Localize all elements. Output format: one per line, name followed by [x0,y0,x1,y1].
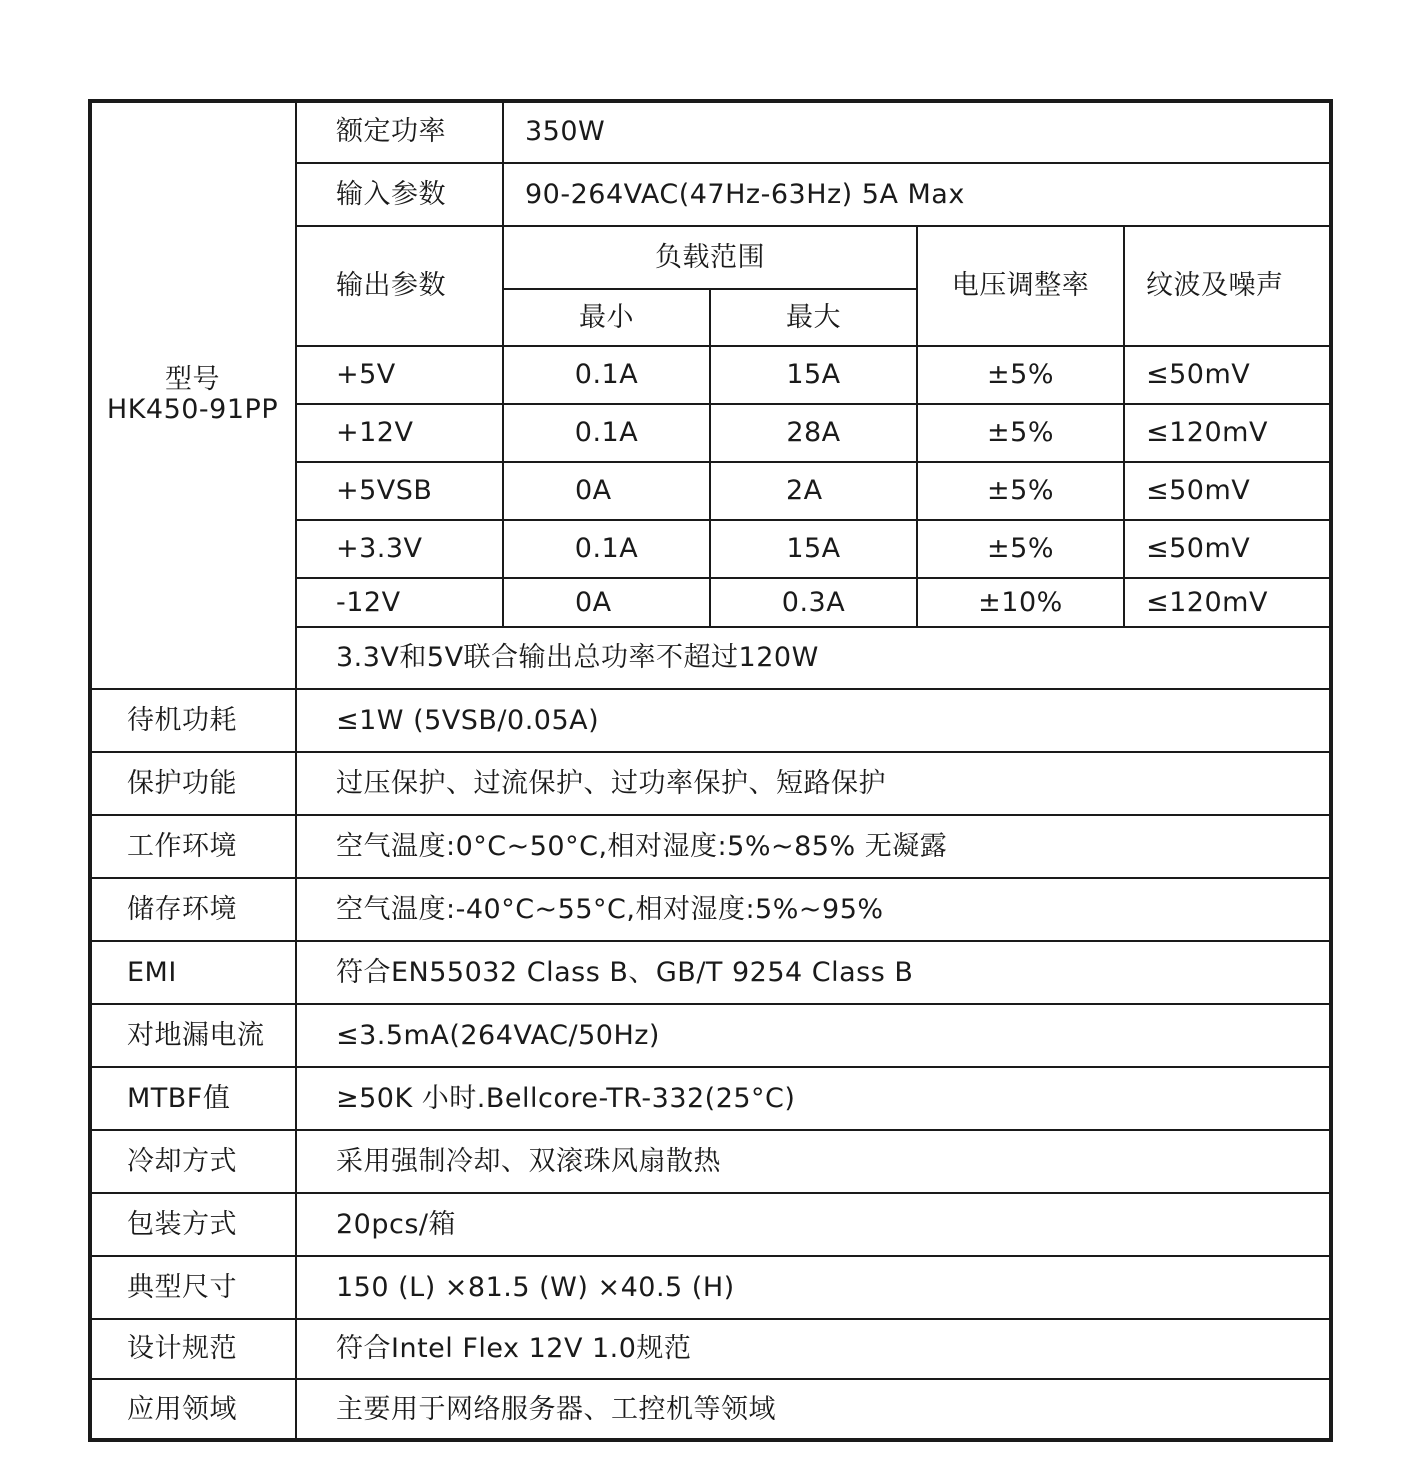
output-ripple: ≤120mV [1123,577,1333,628]
output-ripple: ≤120mV [1123,403,1333,463]
spec-value: ≤1W (5VSB/0.05A) [295,688,1333,753]
spec-value: 过压保护、过流保护、过功率保护、短路保护 [295,751,1333,816]
min-header: 最小 [502,288,711,347]
spec-label: MTBF值 [88,1066,297,1131]
spec-table [88,99,1333,1442]
spec-label: 冷却方式 [88,1129,297,1194]
input-label: 输入参数 [295,162,504,227]
output-note: 3.3V和5V联合输出总功率不超过120W [295,626,1333,690]
model-label: 型号 [165,363,220,395]
output-min: 0.1A [502,345,711,405]
output-regulation: ±10% [916,577,1125,628]
output-regulation: ±5% [916,519,1125,579]
spec-label: 典型尺寸 [88,1255,297,1320]
input-value: 90-264VAC(47Hz-63Hz) 5A Max [502,162,1333,227]
output-min: 0A [502,461,711,521]
spec-label: 待机功耗 [88,688,297,753]
spec-value: 空气温度:-40°C~55°C,相对湿度:5%~95% [295,877,1333,942]
spec-label: EMI [88,940,297,1005]
spec-value: 空气温度:0°C~50°C,相对湿度:5%~85% 无凝露 [295,814,1333,879]
output-max: 0.3A [709,577,918,628]
load-range-header: 负载范围 [502,225,918,290]
spec-value: 符合EN55032 Class B、GB/T 9254 Class B [295,940,1333,1005]
output-max: 28A [709,403,918,463]
spec-label: 设计规范 [88,1318,297,1380]
spec-label: 工作环境 [88,814,297,879]
output-rail: +5VSB [295,461,504,521]
output-max: 15A [709,519,918,579]
spec-value: 主要用于网络服务器、工控机等领域 [295,1378,1333,1442]
max-header: 最大 [709,288,918,347]
rated-power-value: 350W [502,99,1333,164]
spec-value: 符合Intel Flex 12V 1.0规范 [295,1318,1333,1380]
spec-value: ≥50K 小时.Bellcore-TR-332(25°C) [295,1066,1333,1131]
output-regulation: ±5% [916,403,1125,463]
spec-value: ≤3.5mA(264VAC/50Hz) [295,1003,1333,1068]
spec-label: 应用领域 [88,1378,297,1442]
output-max: 15A [709,345,918,405]
output-rail: +5V [295,345,504,405]
rated-power-label: 额定功率 [295,99,504,164]
spec-label: 储存环境 [88,877,297,942]
output-ripple: ≤50mV [1123,461,1333,521]
output-ripple: ≤50mV [1123,345,1333,405]
output-min: 0A [502,577,711,628]
output-label: 输出参数 [295,225,504,347]
model-name: HK450-91PP [106,393,279,425]
output-regulation: ±5% [916,461,1125,521]
output-max: 2A [709,461,918,521]
spec-label: 对地漏电流 [88,1003,297,1068]
ripple-header: 纹波及噪声 [1123,225,1333,347]
model-cell [88,99,297,690]
output-ripple: ≤50mV [1123,519,1333,579]
output-rail: +3.3V [295,519,504,579]
spec-value: 20pcs/箱 [295,1192,1333,1257]
spec-label: 保护功能 [88,751,297,816]
output-regulation: ±5% [916,345,1125,405]
output-min: 0.1A [502,403,711,463]
spec-value: 150 (L) ×81.5 (W) ×40.5 (H) [295,1255,1333,1320]
output-min: 0.1A [502,519,711,579]
spec-label: 包装方式 [88,1192,297,1257]
output-rail: -12V [295,577,504,628]
regulation-header: 电压调整率 [916,225,1125,347]
output-rail: +12V [295,403,504,463]
spec-value: 采用强制冷却、双滚珠风扇散热 [295,1129,1333,1194]
